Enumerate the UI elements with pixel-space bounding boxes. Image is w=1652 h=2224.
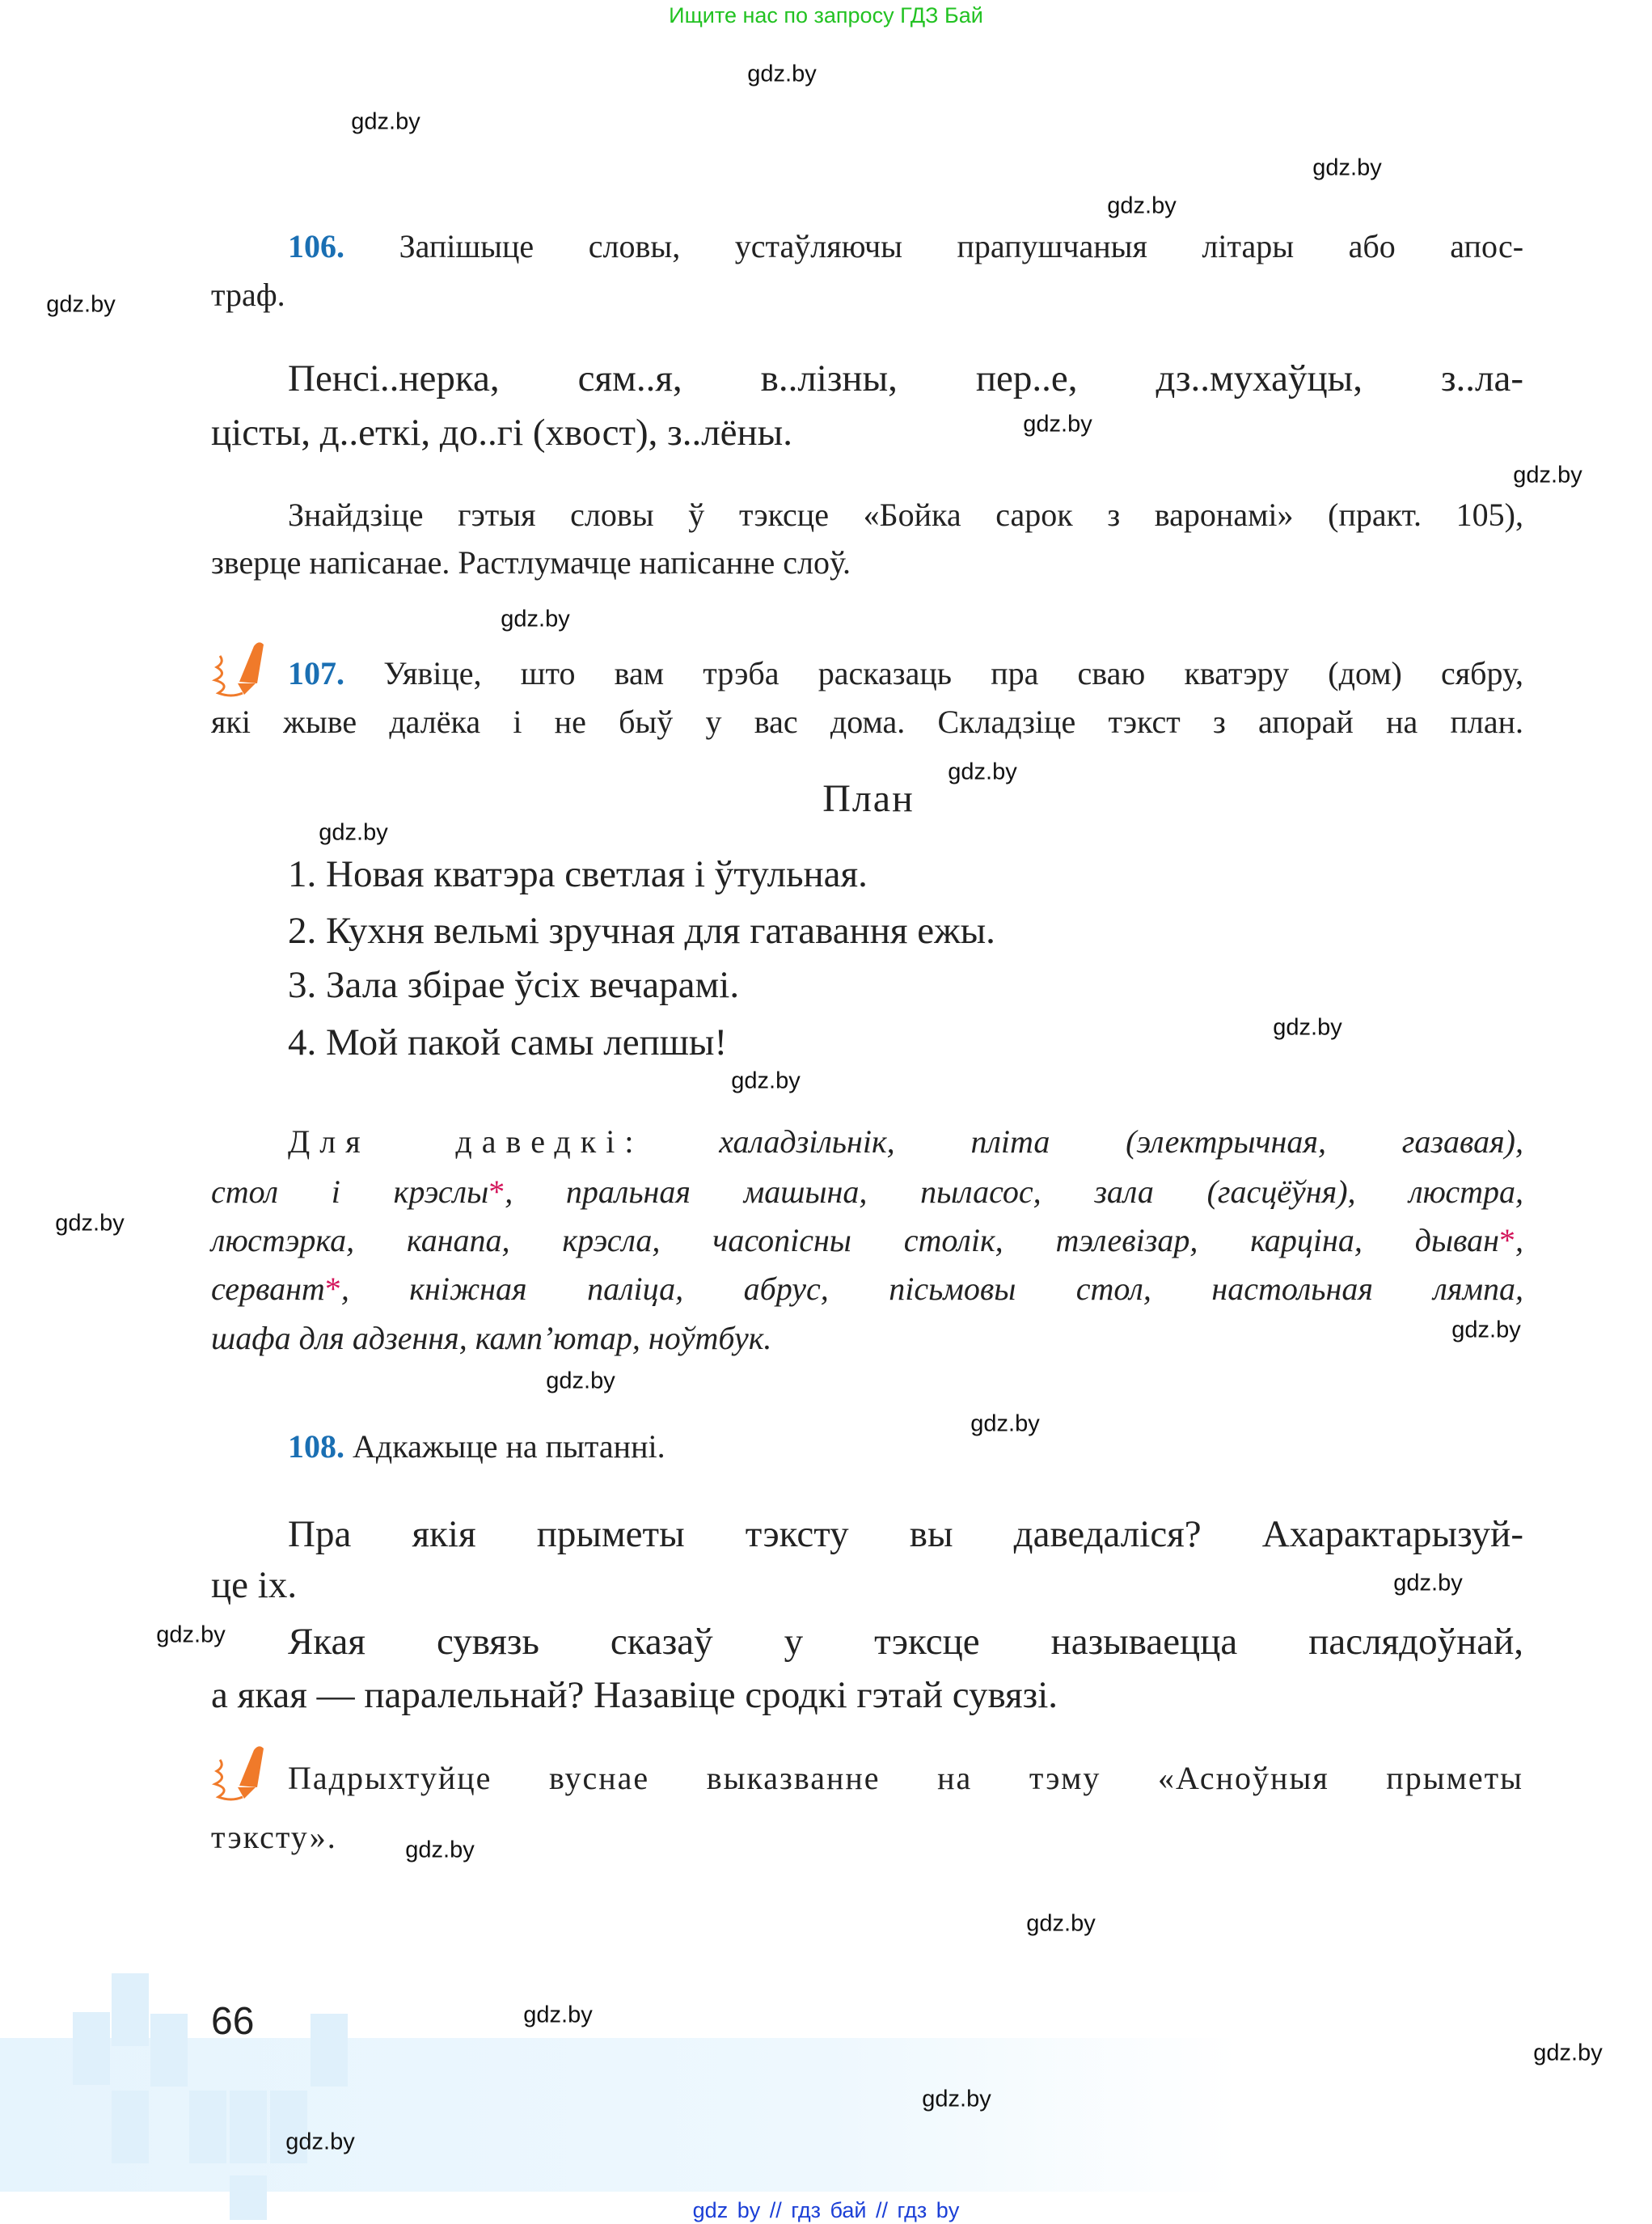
reference-line-2 <box>211 1173 1523 1211</box>
plan-item: 3. Зала збірае ўсіх вечарамі. <box>288 964 740 1006</box>
question-line-2: це іх. <box>211 1564 298 1606</box>
reference-text: стол і крэслы <box>211 1173 489 1210</box>
page-number: 66 <box>211 2000 255 2043</box>
footer-link-gdz-by-cyr[interactable]: гдз by <box>897 2198 960 2222</box>
ex106-find-line-1: Знайдзіце гэтыя словы ў тэксце «Бойка сарок з варонамі» (практ. 105), <box>288 497 1523 533</box>
watermark: gdz.by <box>1451 1317 1521 1343</box>
ex106-find-line-2: зверце напісанае. Растлумачце напісанне слоў. <box>211 544 851 581</box>
watermark: gdz.by <box>970 1410 1040 1437</box>
ex106-words-line-1: Пенсі..нерка, сям..я, в..лізны, пер..е, дз..мухаўцы, з..ла- <box>288 357 1523 400</box>
speech-task-line-2: тэксту». <box>211 1819 337 1855</box>
watermark: gdz.by <box>523 2002 593 2028</box>
pen-writing-icon <box>207 1739 272 1803</box>
watermark: gdz.by <box>1023 411 1092 438</box>
watermark: gdz.by <box>922 2086 991 2112</box>
pen-writing-icon <box>207 635 272 700</box>
ex108-task <box>288 1427 1523 1466</box>
reference-text: , кніжная паліца, абрус, пісьмовы стол, настольная лямпа, <box>340 1271 1523 1307</box>
watermark: gdz.by <box>1513 462 1582 488</box>
reference-text: , пральная машына, пыласос, зала (гасцёўня), люстра, <box>505 1173 1523 1210</box>
speech-task-line-1: Падрыхтуйце вуснае выказванне на тэму «Асноўныя прыметы <box>288 1760 1523 1796</box>
task-text: Запішыце словы, устаўляючы прапушчаныя літары або апос- <box>399 228 1524 264</box>
reference-line-5: шафа для адзення, камп’ютар, ноўтбук. <box>211 1320 772 1356</box>
watermark: gdz.by <box>747 61 817 87</box>
plan-item: 4. Мой пакой самы лепшы! <box>288 1021 728 1063</box>
watermark: gdz.by <box>1533 2040 1603 2066</box>
question-line-4: а якая — паралельнай? Назавіце сродкі гэтай сувязі. <box>211 1674 1058 1716</box>
exercise-number: 108. <box>288 1428 344 1465</box>
reference-line-3 <box>211 1221 1523 1260</box>
asterisk-mark: * <box>324 1271 341 1307</box>
footer-separator: // <box>876 2198 889 2222</box>
reference-text: , <box>1515 1222 1523 1258</box>
watermark: gdz.by <box>1107 192 1177 219</box>
ex106-words-line-2: цісты, д..еткі, до..гі (хвост), з..лёны. <box>211 412 792 454</box>
watermark: gdz.by <box>285 2129 355 2155</box>
watermark: gdz.by <box>351 108 420 135</box>
reference-line-4 <box>211 1270 1523 1309</box>
ex107-task-line-1 <box>288 654 1523 693</box>
watermark: gdz.by <box>46 291 116 318</box>
footer-links <box>0 2198 1652 2223</box>
footer-link-gdz-by[interactable]: gdz by <box>692 2198 761 2222</box>
watermark: gdz.by <box>55 1210 125 1237</box>
task-text: Уявіце, што вам трэба расказаць пра сваю кватэру (дом) сябру, <box>383 655 1523 691</box>
question-line-3: Якая сувязь сказаў у тэксце называецца паслядоўнай, <box>288 1621 1523 1663</box>
watermark: gdz.by <box>501 606 570 632</box>
footer-link-gdz-bai[interactable]: гдз бай <box>791 2198 867 2222</box>
watermark: gdz.by <box>948 759 1017 785</box>
exercise-number: 107. <box>288 655 344 691</box>
watermark: gdz.by <box>1273 1014 1342 1041</box>
asterisk-mark: * <box>1499 1222 1515 1258</box>
watermark: gdz.by <box>156 1621 226 1648</box>
footer-separator: // <box>769 2198 782 2222</box>
reference-label: Для даведкі: <box>288 1123 644 1160</box>
reference-text: сервант <box>211 1271 325 1307</box>
ex107-task-line-2: які жыве далёка і не быў у вас дома. Складзіце тэкст з апорай на план. <box>211 704 1523 740</box>
question-line-1: Пра якія прыметы тэксту вы даведаліся? Ахарактарызуй- <box>288 1513 1523 1555</box>
watermark: gdz.by <box>546 1368 615 1394</box>
reference-line-1 <box>288 1123 1523 1161</box>
watermark: gdz.by <box>319 819 388 846</box>
reference-text: халадзільнік, пліта (электрычная, газавая), <box>719 1123 1524 1160</box>
exercise-number: 106. <box>288 228 344 264</box>
watermark: gdz.by <box>1312 154 1382 181</box>
task-text: Адкажыце на пытанні. <box>353 1428 665 1465</box>
ex106-task-line-2: траф. <box>211 277 285 313</box>
plan-item: 2. Кухня вельмі зручная для гатавання ежы. <box>288 910 995 952</box>
watermark: gdz.by <box>1026 1910 1096 1937</box>
search-hint[interactable]: Ищите нас по запросу ГДЗ Бай <box>669 3 983 27</box>
watermark: gdz.by <box>731 1068 801 1094</box>
plan-title: План <box>822 777 915 820</box>
ex106-task-line-1 <box>288 227 1523 266</box>
watermark: gdz.by <box>405 1837 475 1863</box>
watermark: gdz.by <box>1393 1570 1463 1596</box>
asterisk-mark: * <box>488 1173 505 1210</box>
reference-text: люстэрка, канапа, крэсла, часопісны столік, тэлевізар, карціна, дыван <box>211 1222 1499 1258</box>
plan-item: 1. Новая кватэра светлая і ўтульная. <box>288 853 868 895</box>
